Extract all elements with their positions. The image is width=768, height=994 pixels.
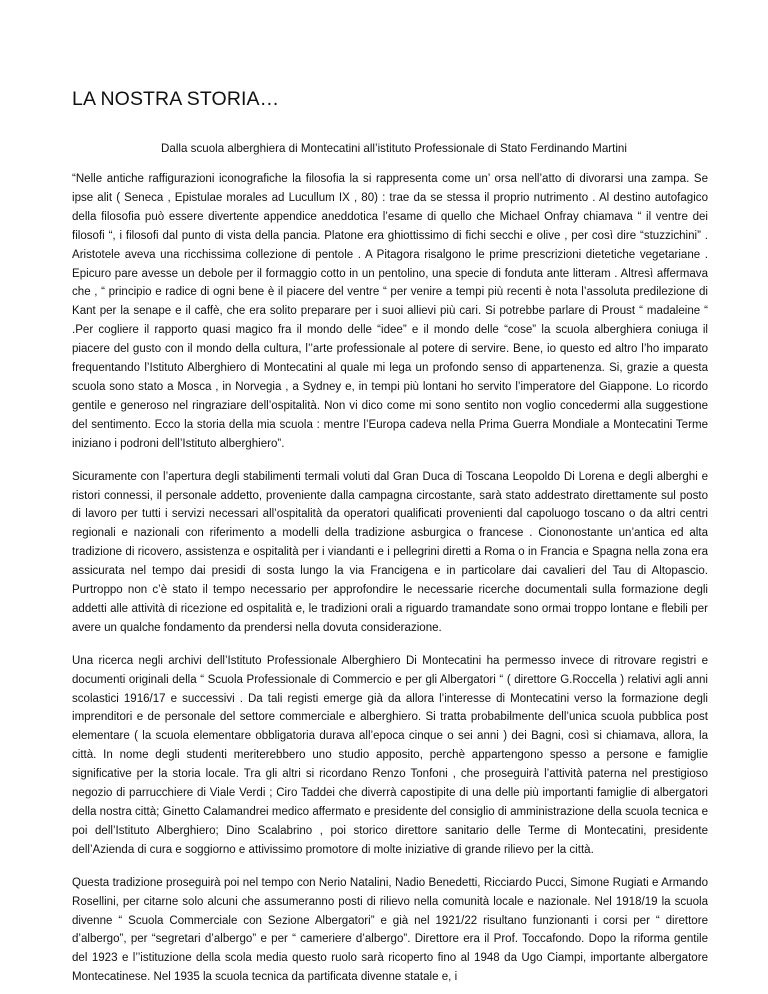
page-title: LA NOSTRA STORIA… xyxy=(72,88,280,110)
paragraph-2: Sicuramente con l’apertura degli stabilimenti termali voluti dal Gran Duca di Toscana Leopoldo Di Lorena e degli alberghi e ristori connessi, il personale addetto, proveniente dalla campagna circostante, sarà stato addestrato direttamente sul posto di lavoro per tutti i servizi necessari all’ospitalità da operatori qualificati provenienti dal capoluogo toscano o da altri centri regionali e nazionali con riferimento a modelli della tradizione asburgica o francese . Ciononostante un’antica ed alta tradizione di ricovero, assistenza e ospitalità per i viandanti e i pellegrini diretti a Roma o in Francia e Spagna nella zona era assicurata nel tempo dai presidi di sosta lungo la via Francigena e in particolare dai cavalieri del Tau di Altopascio. Purtroppo non c’è stato il tempo necessario per approfondire le necessarie ricerche documentali sulla formazione degli addetti alle attività di ricezione ed ospitalità e, le tradizioni orali a riguardo tramandate sono ormai troppo lontane e flebili per avere un qualche fondamento da prendersi nella dovuta considerazione. xyxy=(72,470,708,634)
paragraph-1: “Nelle antiche raffigurazioni iconografiche la filosofia la si rappresenta come un’ orsa nell’atto di divorarsi una zampa. Se ipse alit ( Seneca , Epistulae morales ad Lucullum IX , 80) : trae da se stessa il proprio nutrimento . Al destino autofagico della filosofia può essere divertente appendice aneddotica l’esame di quello che Michael Onfray chiamava “ il ventre dei filosofi “, i filosofi dal punto di vista della pancia. Platone era ghiottissimo di fichi secchi e olive , per così dire “stuzzichini” . Aristotele aveva una ricchissima collezione di pentole . A Pitagora risalgono le prime prescrizioni dietetiche vegetariane . Epicuro pare avesse un debole per il formaggio cotto in un pentolino, una specie di fonduta ante litteram . Altresì affermava che , “ principio e radice di ogni bene è il piacere del ventre “ per venire a tempi più recenti è nota l’assoluta predilezione di Kant per la senape e il caffè, che era solito preparare per i suoi allievi più cari. Si potrebbe parlare di Proust “ madaleine “ .Per cogliere il rapporto quasi magico fra il mondo delle “idee” e il mondo delle “cose” la scuola alberghiera coniuga il piacere del gusto con il mondo della cultura, l’’arte professionale al potere di servire. Bene, io questo ed altro l’ho imparato frequentando l’Istituto Alberghiero di Montecatini al quale mi lega un profondo senso di appartenenza. Si, grazie a questa scuola sono stato a Mosca , in Norvegia , a Sydney e, in tempi più lontani ho servito l’imperatore del Giappone. Lo ricordo gentile e generoso nel ringraziare dell’ospitalità. Non vi dico come mi sono sentito non voglio concedermi alla suggestione del sentimento. Ecco la storia della mia scuola : mentre l’Europa cadeva nella Prima Guerra Mondiale a Montecatini Terme iniziano i podroni dell’Istituto alberghiero”. xyxy=(72,173,708,450)
paragraph-3: Una ricerca negli archivi dell’Istituto Professionale Alberghiero Di Montecatini ha permesso invece di ritrovare registri e documenti originali della “ Scuola Professionale di Commercio e per gli Albergatori “ ( direttore G.Roccella ) relativi agli anni scolastici 1916/17 e successivi . Da tali registi emerge già da allora l’interesse di Montecatini verso la formazione degli imprenditori e de personale del settore commerciale e alberghiero. Si tratta probabilmente dell’unica scuola pubblica post elementare ( la scuola elementare obbligatoria durava all’epoca cinque o sei anni ) dei Bagni, così si chiamava, allora, la città. In nome degli studenti meriterebbero uno studio apposito, perchè appartengono spesso a persone e famiglie significative per la storia locale. Tra gli altri si ricordano Renzo Tonfoni , che proseguirà l’attività paterna nel prestigioso negozio di parrucchiere di Viale Verdi ; Ciro Taddei che diverrà capostipite di una delle più importanti famiglie di albergatori della nostra città; Ginetto Calamandrei medico affermato e presidente del consiglio di amministrazione della scuola tecnica e poi dell’Istituto Alberghiero; Dino Scalabrino , poi storico direttore sanitario delle Terme di Montecatini, presidente dell’Azienda di cura e soggiorno e attivissimo promotore di molte iniziative di grande rilievo per la città. xyxy=(72,654,708,856)
page-subtitle: Dalla scuola alberghiera di Montecatini all’istituto Professionale di Stato Ferdinando Martini xyxy=(161,142,627,155)
paragraph-4: Questa tradizione proseguirà poi nel tempo con Nerio Natalini, Nadio Benedetti, Ricciardo Pucci, Simone Rugiati e Armando Rosellini, per citarne solo alcuni che assumeranno posti di rilievo nella comunità locale e nazionale. Nel 1918/19 la scuola divenne “ Scuola Commerciale con Sezione Albergatori” e già nel 1921/22 risultano funzionanti i corsi per “ direttore d’albergo”, per “segretari d’albergo” e per “ cameriere d’albergo”. Direttore era il Prof. Toccafondo. Dopo la riforma gentile del 1923 e l’’istituzione della scola media questo ruolo sarà ricoperto fino al 1948 da Ugo Ciampi, importante albergatore Montecatinese. Nel 1935 la scuola tecnica da partificata divenne statale e, i xyxy=(72,876,708,984)
